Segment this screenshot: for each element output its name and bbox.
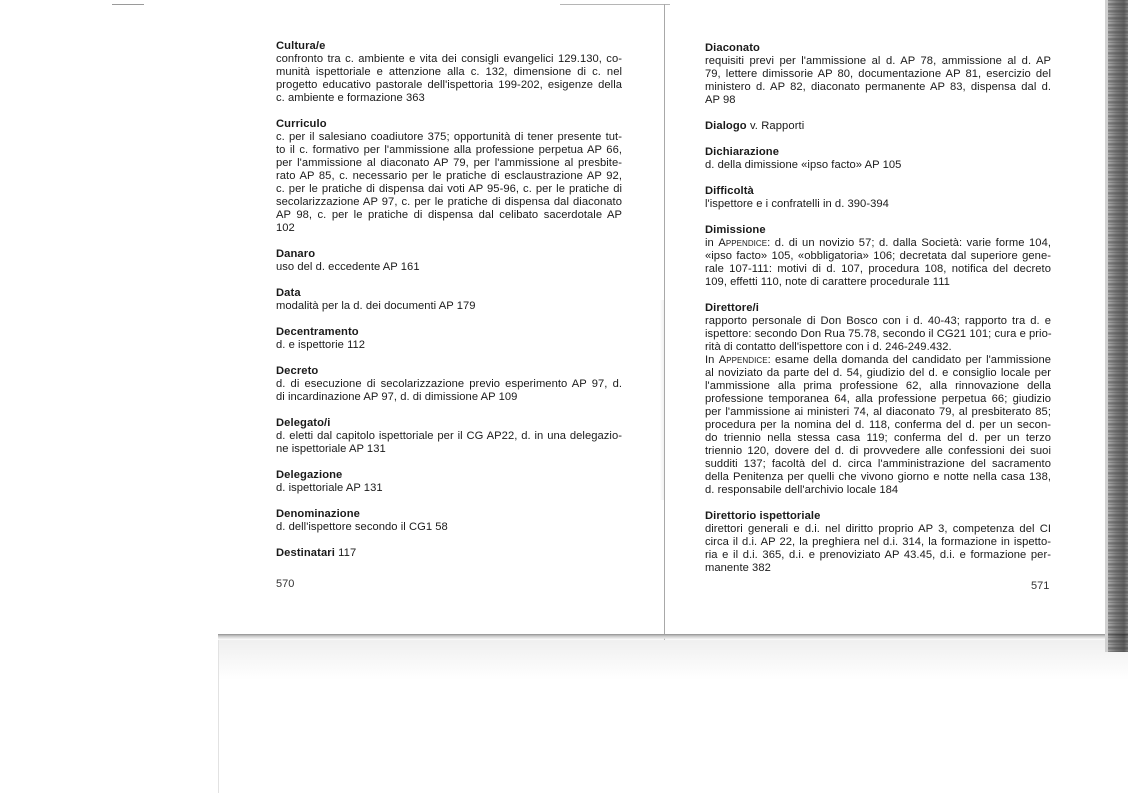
entry-line: della Penitenza per quelli che vivono giorno e notte nella casa 138, <box>705 471 1051 483</box>
entry-line: requisiti previ per l'ammissione al d. AP 78, ammissione al d. AP <box>705 55 1051 67</box>
entry-heading <box>276 547 622 560</box>
book-binding <box>1108 0 1128 652</box>
index-entry <box>705 120 1051 133</box>
entry-line: to il c. formativo per l'ammissione alla professione perpetua AP 66, <box>276 144 622 156</box>
index-entry <box>276 547 622 560</box>
entry-line: ria e il d.i. 365, d.i. e prenoviziato AP 43.45, d.i. e formazione per- <box>705 549 1051 561</box>
entry-line: al noviziato da parte del d. 54, giudizio del d. e consiglio locale per <box>705 367 1051 379</box>
entry-line: c. per il salesiano coadiutore 375; opportunità di tener presente tut- <box>276 131 622 143</box>
page-number: 571 <box>1031 580 1050 592</box>
entry-line: per l'ammissione al diaconato AP 79, per l'ammissione al presbite- <box>276 157 622 169</box>
entry-line: procedura per la nomina del d. 118, conferma del d. per un secon- <box>705 419 1051 431</box>
entry-heading-ref: v. Rapporti <box>746 120 805 132</box>
scan-edge-line <box>218 640 219 793</box>
index-entry <box>705 510 1051 575</box>
entry-line: d. e ispettorie 112 <box>276 339 366 351</box>
index-entry <box>705 224 1051 289</box>
entry-line: rapporto personale di Don Bosco con i d. 40-43; rapporto tra d. e <box>705 315 1051 327</box>
entry-heading: Dichiarazione <box>705 146 780 158</box>
entry-line: d. di esecuzione di secolarizzazione previo esperimento AP 97, d. <box>276 378 622 390</box>
entry-heading: Delegazione <box>276 469 343 481</box>
left-page-column <box>276 40 622 573</box>
entry-heading: Direttorio ispettoriale <box>705 510 821 522</box>
entry-line: confronto tra c. ambiente e vita dei consigli evangelici 129.130, co- <box>276 53 622 65</box>
entry-heading: Cultura/e <box>276 40 326 52</box>
entry-heading: Difficoltà <box>705 185 754 197</box>
entry-line: d. della dimissione «ipso facto» AP 105 <box>705 159 902 171</box>
entry-line: modalità per la d. dei documenti AP 179 <box>276 300 476 312</box>
entry-heading: Data <box>276 287 301 299</box>
index-entry <box>276 248 622 274</box>
entry-line: c. ambiente e formazione 363 <box>276 92 425 104</box>
entry-line: ispettore: secondo Don Rua 75.78, secondo il CG21 101; cura e prio- <box>705 328 1052 340</box>
entry-line: manente 382 <box>705 562 771 574</box>
appendix-label: Appendice <box>718 237 768 249</box>
index-entry <box>705 146 1051 172</box>
entry-line: progetto educativo pastorale dell'ispettoria 199-202, esigenze della <box>276 79 622 91</box>
entry-line: ne ispettoriale AP 131 <box>276 443 386 455</box>
scan-edge-line <box>112 4 144 5</box>
entry-line: circa il d.i. AP 22, la preghiera nel d.i. 314, la formazione in ispetto- <box>705 536 1051 548</box>
entry-line: triennio 120, dovere del d. di provvedere alle confessioni dei suoi <box>705 445 1051 457</box>
index-entry <box>276 118 622 235</box>
entry-heading <box>705 120 1051 133</box>
entry-heading: Decreto <box>276 365 319 377</box>
entry-line: in Appendice: d. di un novizio 57; d. dalla Società: varie forme 104, <box>705 237 1051 249</box>
entry-heading: Diaconato <box>705 42 760 54</box>
entry-line: professione temporanea 64, alla professione perpetua 66; giudizio <box>705 393 1051 405</box>
entry-line: rale 107-111: motivi di d. 107, procedura 108, notifica del decreto <box>705 263 1051 275</box>
entry-line: d. ispettoriale AP 131 <box>276 482 383 494</box>
entry-line: per l'ammissione ai ministeri 74, al diaconato 79, al presbiterato 85; <box>705 406 1051 418</box>
index-entry <box>276 287 622 313</box>
index-entry <box>276 326 622 352</box>
entry-line: In Appendice: esame della domanda del candidato per l'ammissione <box>705 354 1051 366</box>
gutter-shadow <box>660 300 664 500</box>
index-entry <box>276 469 622 495</box>
index-entry <box>705 185 1051 211</box>
entry-line: l'ammissione alla prima professione 62, alla rinnovazione della <box>705 380 1051 392</box>
entry-line: uso del d. eccedente AP 161 <box>276 261 420 273</box>
index-entry <box>276 40 622 105</box>
entry-heading: Danaro <box>276 248 316 260</box>
index-entry <box>705 42 1051 107</box>
scan-shadow <box>218 640 1128 680</box>
entry-line: di incardinazione AP 97, d. di dimissione AP 109 <box>276 391 518 403</box>
entry-line: d. eletti dal capitolo ispettoriale per il CG AP22, d. in una delegazio- <box>276 430 622 442</box>
entry-heading: Dimissione <box>705 224 766 236</box>
entry-line: d. dell'ispettore secondo il CG1 58 <box>276 521 448 533</box>
entry-line: sudditi 137; facoltà del d. circa l'amministrazione del sacramento <box>705 458 1051 470</box>
entry-heading-term: Destinatari <box>276 547 335 559</box>
entry-heading-term: Dialogo <box>705 120 747 132</box>
appendix-label: Appendice <box>718 354 768 366</box>
index-entry <box>276 508 622 534</box>
entry-heading: Decentramento <box>276 326 359 338</box>
scan-edge-line <box>560 4 670 5</box>
entry-line: direttori generali e d.i. nel diritto proprio AP 3, competenza del CI <box>705 523 1051 535</box>
entry-line: 102 <box>276 222 295 234</box>
entry-heading-ref: 117 <box>334 547 357 559</box>
entry-line: d. responsabile dell'archivio locale 184 <box>705 484 899 496</box>
entry-line: c. per le pratiche di dispensa dai voti AP 95-96, c. per le pratiche di <box>276 183 622 195</box>
right-page-column <box>705 42 1051 588</box>
entry-heading: Direttore/i <box>705 302 759 314</box>
entry-heading: Curriculo <box>276 118 327 130</box>
index-entry <box>705 302 1051 497</box>
entry-line: l'ispettore e i confratelli in d. 390-394 <box>705 198 889 210</box>
page-number: 570 <box>276 578 295 590</box>
entry-line: rità di contatto dell'ispettore con i d. 246-249.432. <box>705 341 952 353</box>
index-entry <box>276 365 622 404</box>
entry-line: «ipso facto» 105, «obbligatoria» 106; decretata dal superiore gene- <box>705 250 1051 262</box>
entry-line: 79, lettere dimissorie AP 80, documentazione AP 81, esercizio del <box>705 68 1051 80</box>
index-entry <box>276 417 622 456</box>
entry-heading: Denominazione <box>276 508 360 520</box>
entry-line: do triennio nella stessa casa 119; conferma del d. per un terzo <box>705 432 1051 444</box>
entry-line: munità ispettoriale e attenzione alla c. 132, dimensione di c. nel <box>276 66 622 78</box>
entry-line: AP 98 <box>705 94 736 106</box>
book-gutter <box>664 4 665 640</box>
entry-line: ministero d. AP 82, diaconato permanente AP 83, dispensa dal d. <box>705 81 1051 93</box>
entry-line: rato AP 85, c. necessario per le pratiche di esclaustrazione AP 92, <box>276 170 622 182</box>
entry-line: secolarizzazione AP 97, c. per le pratiche di dispensa dal diaconato <box>276 196 622 208</box>
entry-heading: Delegato/i <box>276 417 331 429</box>
entry-line: AP 98, c. per le pratiche di dispensa dal celibato sacerdotale AP <box>276 209 622 221</box>
entry-line: 109, effetti 110, note di carattere procedurale 111 <box>705 276 950 288</box>
